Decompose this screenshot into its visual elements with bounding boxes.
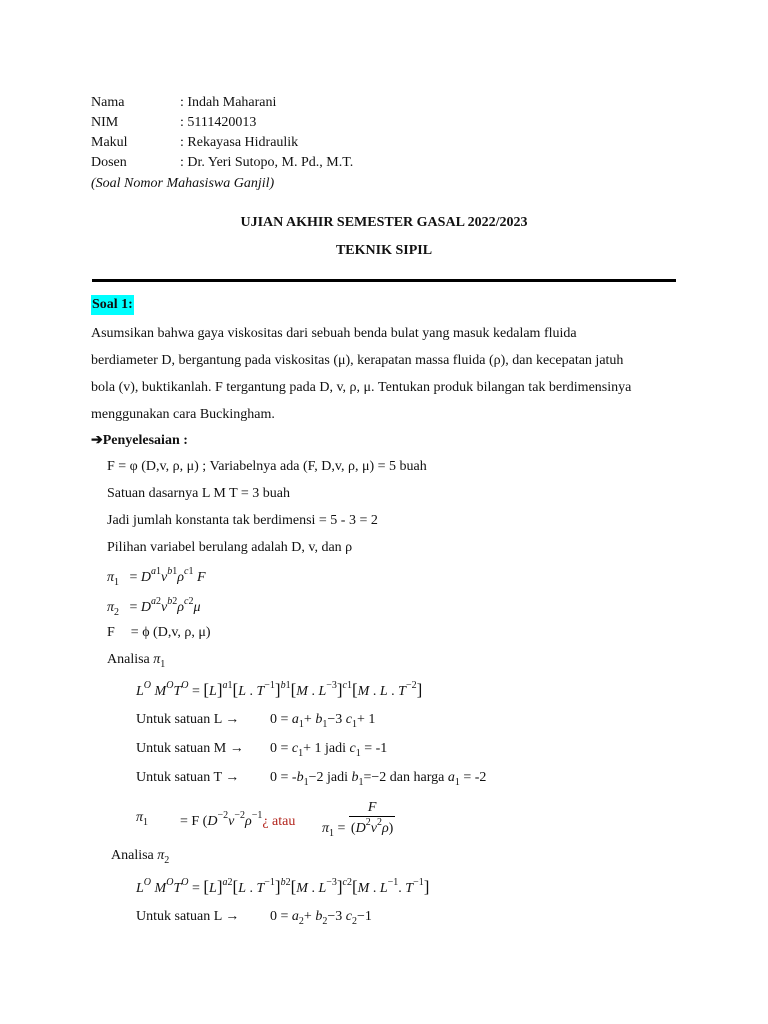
question-line: berdiameter D, bergantung pada viskositas (μ), kerapatan massa fluida (ρ), dan kecepatan jatuh — [91, 353, 624, 368]
analisa-pi2: Analisa $\pi_2$ — [111, 848, 170, 866]
t-result: = -2 — [463, 770, 487, 785]
header-row-nama — [91, 93, 276, 113]
header-row-makul — [91, 133, 298, 153]
unit-L-label: Untuk satuan L → — [136, 712, 240, 727]
header-label: Dosen — [91, 155, 127, 170]
header-value: : Dr. Yeri Sutopo, M. Pd., M.T. — [180, 155, 354, 170]
unit-L-pi2: Untuk satuan L → $0 = a_2+ b_2-3$ $c_2-1$ — [136, 909, 372, 927]
solution-line-4: Pilihan variabel berulang adalah D, v, dan ρ — [107, 540, 353, 555]
question-line: bola (v), buktikanlah. F tergantung pada D, v, ρ, μ. Tentukan produk bilangan tak berdimensinya — [91, 380, 632, 395]
arrow-icon: ➔ — [91, 433, 103, 448]
dimension-equation-1: $L^O$ $M^OT^O = [L]^{a1}[L$ . $T^{-1}]^{b1}[M$ . $L^{-3}]^{c1}[M$ . L . $T^{-2}$] — [136, 680, 423, 699]
header-label: Nama — [91, 95, 125, 110]
dimension-equation-2: $L^O$ $M^OT^O = [L]^{a2}[L$ . $T^{-1}]^{b2}[M$ . $L^{-3}]^{c2}[M$ . $L^{-1}$. $T^{-1}$] — [136, 877, 430, 896]
solution-line-3: Jadi jumlah konstanta tak berdimensi = 5 - 3 = 2 — [107, 513, 378, 528]
unit-M-label: Untuk satuan M → — [136, 741, 244, 756]
unit-M-pi1: Untuk satuan M → $0 = c_1+ 1$ jadi $c_1 = -1$ — [136, 741, 388, 759]
header-row-dosen — [91, 153, 353, 173]
solution-heading-text: Penyelesaian : — [102, 433, 188, 448]
analisa-label: Analisa — [111, 848, 154, 863]
unit-T-label: Untuk satuan T → — [136, 770, 240, 785]
exam-title: UJIAN AKHIR SEMESTER GASAL 2022/2023 — [240, 215, 528, 230]
pi1-definition: $\pi_1 = D^{a1}v^{b1}\rho^{c1}$ F — [107, 566, 206, 588]
question-line: menggunakan cara Buckingham. — [91, 407, 275, 422]
m-result: = -1 — [364, 741, 388, 756]
header-row-nim — [91, 113, 256, 133]
analisa-pi1: Analisa $\pi_1$ — [107, 652, 166, 670]
unit-L-label: Untuk satuan L → — [136, 909, 240, 924]
solution-line-2: Satuan dasarnya L M T = 3 buah — [107, 486, 290, 501]
jadi-word: jadi — [326, 770, 348, 785]
divider — [92, 279, 676, 282]
header-value: : Indah Maharani — [180, 95, 277, 110]
document-page: Nama : Indah Maharani NIM : 5111420013 Makul : Rekayasa Hidraulik Dosen : Dr. Yeri Sutopo, M. Pd., M.T. (Soal Nomor Mahasiswa Ganjil) UJIAN AKHIR SEMESTER GASAL 2022/2023 TEKNIK SIPIL Soal 1: Asumsikan bahwa gaya viskositas dari sebuah benda bulat yang masuk kedalam fluida berdiameter D, bergantung pada viskositas (μ), kerapatan massa fluida (ρ), dan kecepatan jatuh bola (v), buktikanlah. F tergantung pada D, v, ρ, μ. Tentukan produk bilangan tak berdimensinya menggunakan cara Buckingham. ➔Penyelesaian : F = φ (D,v, ρ, μ) ; Variabelnya ada (F, D,v, ρ, μ) = 5 buah Satuan dasarnya L M T = 3 buah Jadi jumlah konstanta tak berdimensi = 5 - 3 = 2 Pilihan variabel berulang adalah D, v, dan ρ $\pi_1 = D^{a1}v^{b1}\rho^{c1}$ F $\pi_2 = D^{a2}v^{b2}\rho^{c2}\mu$ F = ϕ (D,v, ρ, μ) Analisa $\pi_1$ $L^O$ $M^OT^O = [L]^{a1}[L$ . $T^{-1}]^{b1}[M$ . $L^{-3}]^{c1}[M$ . L . $T^{-2}$] Untuk satuan L → $0 = a_1+ b_1-3$ $c_1+ 1$ Untuk satuan M → $0 = c_1+ 1$ jadi $c_1 = -1$ Untuk satuan T → $0 = -b_1-2$ jadi $b_1=-2$ dan harga $a_1 = -2$ $\pi_1$ = F ($D^{-2}v^{-2}\rho^{-1}¿$ atau $\pi_1$ = $\frac{F}{(D^2v^2\rho)}$ Analisa $\pi_2$ $L^O$ $M^OT^O = [L]^{a2}[L$ . $T^{-1}]^{b2}[M$ . $L^{-3}]^{c2}[M$ . $L^{-1}$. $T^{-1}$] Untuk satuan L → $0 = a_2+ b_2-3$ $c_2-1$ — [0, 0, 768, 1024]
dept-title: TEKNIK SIPIL — [335, 243, 433, 258]
dan-harga: dan harga — [389, 770, 445, 785]
header-label: NIM — [91, 115, 119, 130]
pi2-definition: $\pi_2 = D^{a2}v^{b2}\rho^{c2}\mu$ — [107, 596, 201, 618]
unit-T-pi1: Untuk satuan T → $0 = -b_1-2$ jadi $b_1=-2$ dan harga $a_1 = -2$ — [136, 770, 487, 788]
jadi-word: jadi — [325, 741, 347, 756]
question-label: Soal 1: — [91, 295, 134, 315]
f-label: F — [107, 625, 115, 640]
question-line: Asumsikan bahwa gaya viskositas dari sebuah benda bulat yang masuk kedalam fluida — [91, 326, 577, 341]
solution-line-1: F = φ (D,v, ρ, μ) ; Variabelnya ada (F, D,v, ρ, μ) = 5 buah — [107, 459, 427, 474]
f-rhs: = ϕ (D,v, ρ, μ) — [130, 625, 211, 640]
header-note: (Soal Nomor Mahasiswa Ganjil) — [91, 176, 275, 191]
solution-heading — [91, 432, 188, 449]
unit-L-pi1: Untuk satuan L → $0 = a_1+ b_1-3$ $c_1+ 1$ — [136, 712, 376, 730]
atau-text: ¿ atau — [262, 814, 296, 829]
pi1-eq-prefix: = F ( — [180, 814, 208, 829]
f-function — [107, 625, 211, 641]
header-value: : 5111420013 — [180, 115, 257, 130]
header-value: : Rekayasa Hidraulik — [180, 135, 299, 150]
analisa-label: Analisa — [107, 652, 150, 667]
question-text — [91, 320, 677, 428]
header-label: Makul — [91, 135, 128, 150]
